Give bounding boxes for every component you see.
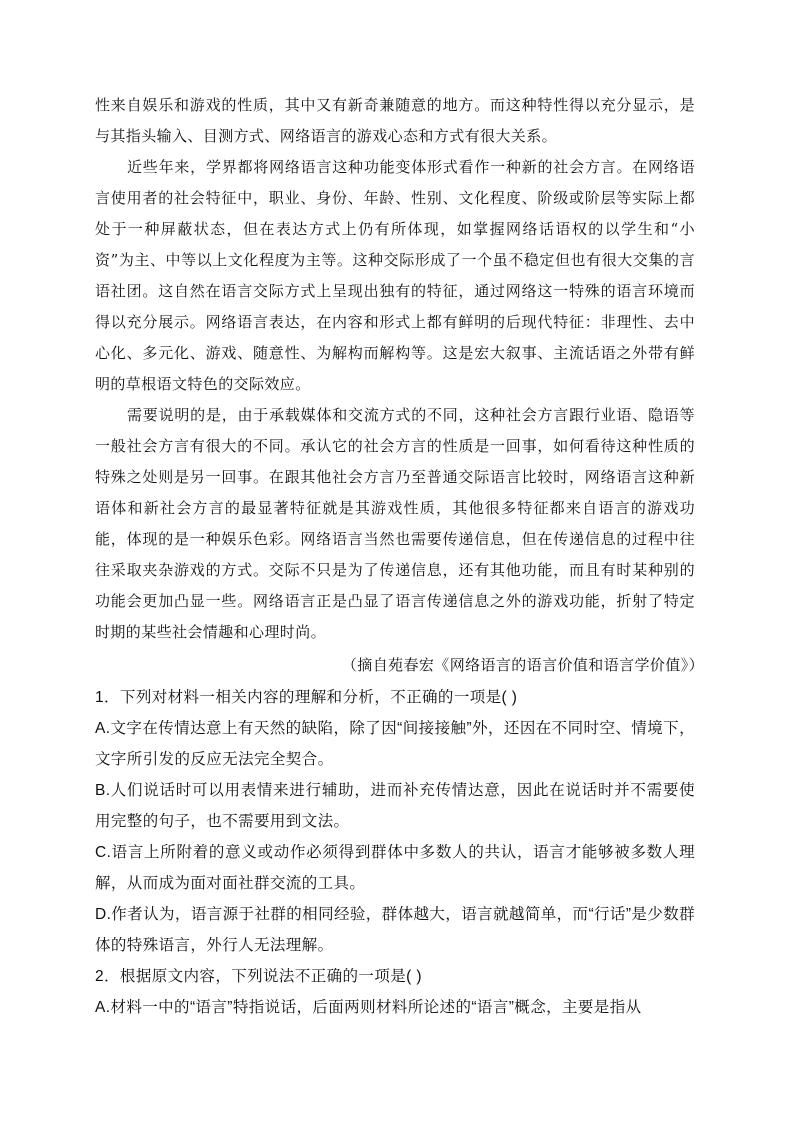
question-option: B.人们说话时可以用表情来进行辅助，进而补充传情达意，因此在说话时并不需要使用完整的句子，也不需要用到文法。 bbox=[95, 782, 695, 830]
question-stem: 1．下列对材料一相关内容的理解和分析，不正确的一项是( ) bbox=[95, 689, 518, 706]
reading-passage bbox=[95, 90, 695, 648]
question-option: D.作者认为，语言源于社群的相同经验，群体越大，语言就越简单，而“行话”是少数群体的特殊语言，外行人无法理解。 bbox=[95, 906, 695, 954]
passage-paragraph: 需要说明的是，由于承载媒体和交流方式的不同，这种社会方言跟行业语、隐语等一般社会方言有很大的不同。承认它的社会方言的性质是一回事，如何看待这种性质的特殊之处则是另一回事。在跟其他社会方言乃至普通交际语言比较时，网络语言这种新语体和新社会方言的最显著特征就是其游戏性质，其他很多特征都来自语言的游戏功能，体现的是一种娱乐色彩。网络语言当然也需要传递信息，但在传递信息的过程中往往采取夹杂游戏的方式。交际不只是为了传递信息，还有其他功能，而且有时某种别的功能会更加凸显一些。网络语言正是凸显了语言传递信息之外的游戏功能，折射了特定时期的某些社会情趣和心理时尚。 bbox=[95, 406, 695, 641]
passage-paragraph: 性来自娱乐和游戏的性质，其中又有新奇兼随意的地方。而这种特性得以充分显示，是与其指头输入、目测方式、网络语言的游戏心态和方式有很大关系。 bbox=[95, 96, 695, 145]
question-list bbox=[95, 682, 695, 1023]
question-option: A.文字在传情达意上有天然的缺陷，除了因“间接接触”外，还因在不同时空、情境下，文字所引发的反应无法完全契合。 bbox=[95, 720, 695, 768]
question-stem: 2．根据原文内容，下列说法不正确的一项是( ) bbox=[95, 968, 422, 985]
source-citation: （摘自苑春宏《网络语言的语言价值和语言学价值》） bbox=[341, 656, 704, 674]
passage-paragraph: 近些年来，学界都将网络语言这种功能变体形式看作一种新的社会方言。在网络语言使用者的社会特征中，职业、身份、年龄、性别、文化程度、阶级或阶层等实际上都处于一种屏蔽状态，但在表达方式上仍有所体现，如掌握网络话语权的以学生和“小资”为主、中等以上文化程度为主等。这种交际形成了一个虽不稳定但也有很大交集的言语社团。这自然在语言交际方式上呈现出独有的特征，通过网络这一特殊的语言环境而得以充分展示。网络语言表达，在内容和形式上都有鲜明的后现代特征：非理性、去中心化、多元化、游戏、随意性、为解构而解构等。这是宏大叙事、主流话语之外带有鲜明的草根语文特色的交际效应。 bbox=[95, 158, 695, 393]
question-option: A.材料一中的“语言”特指说话，后面两则材料所论述的“语言”概念，主要是指从 bbox=[95, 999, 642, 1016]
question-option: C.语言上所附着的意义或动作必须得到群体中多数人的共认，语言才能够被多数人理解，从而成为面对面社群交流的工具。 bbox=[95, 844, 695, 892]
